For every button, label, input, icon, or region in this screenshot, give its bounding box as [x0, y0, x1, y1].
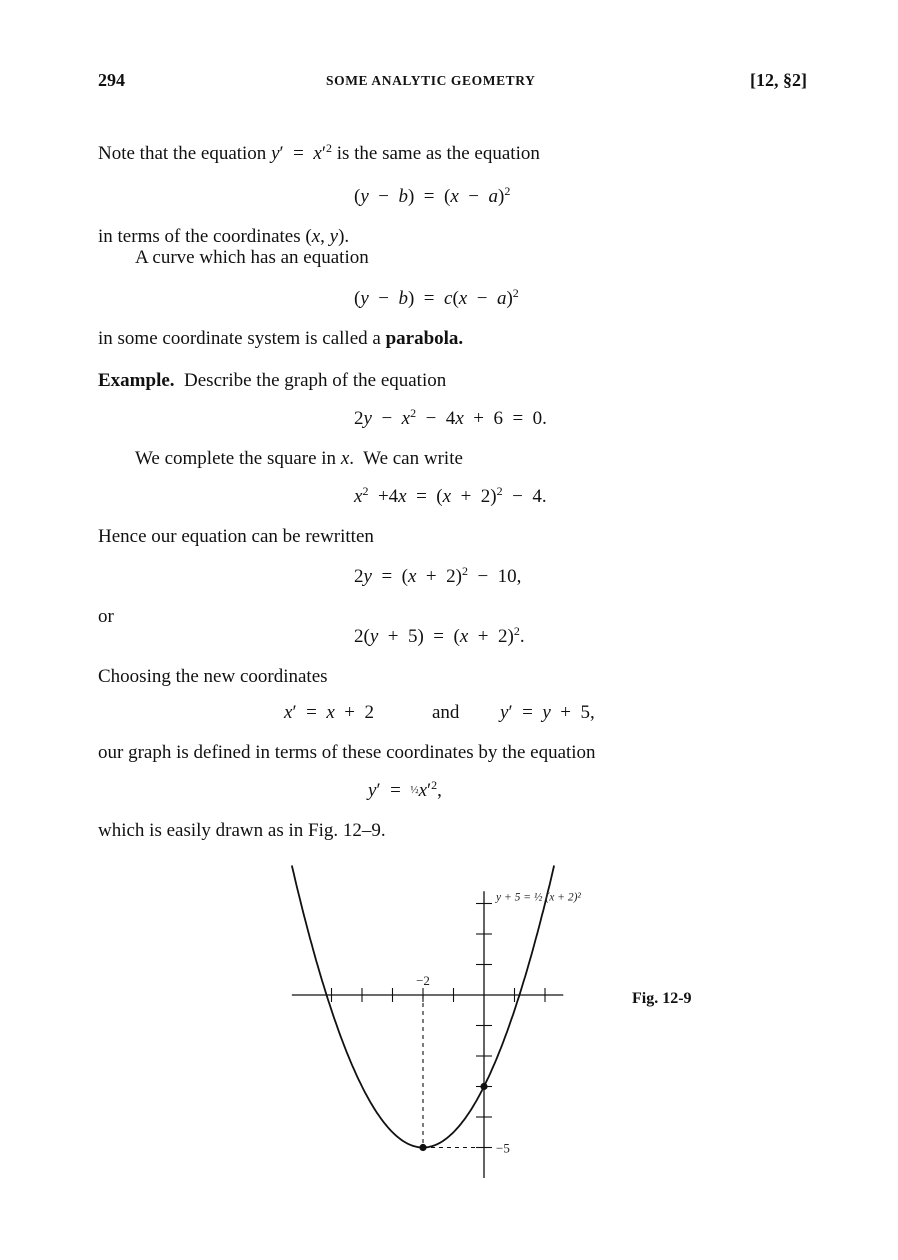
page-number: 294	[98, 70, 125, 90]
paragraph-coordinates: in terms of the coordinates (x, y).	[98, 226, 350, 247]
tick-label-minus-5: −5	[496, 1140, 510, 1156]
word-or: or	[98, 606, 114, 627]
example-label: Example.	[98, 370, 175, 391]
text-run: We complete the square in	[135, 448, 341, 469]
equation-substitution-x: x′ = x + 2	[284, 702, 374, 723]
equation-3: $2y - x^2 - 4x + 6 = 0$.	[354, 406, 547, 429]
marked-point	[419, 1144, 426, 1151]
text-run: in terms of the coordinates (	[98, 226, 312, 247]
section-reference: [12, §2]	[750, 70, 807, 90]
text-run: . We can write	[349, 448, 463, 469]
example-heading	[98, 370, 446, 392]
paragraph-parabola	[98, 328, 463, 350]
ticks	[332, 904, 546, 1148]
parabola-figure	[250, 860, 590, 1200]
paragraph-rewritten: Hence our equation can be rewritten	[98, 526, 374, 547]
marked-point	[480, 1083, 487, 1090]
text-run: Note that the equation	[98, 143, 272, 164]
paragraph-figure-ref: which is easily drawn as in Fig. 12–9.	[98, 820, 386, 841]
figure-caption: Fig. 12-9	[632, 990, 692, 1007]
equation-5: $2y = (x + 2)^2 - 10$,	[354, 564, 522, 587]
text-run: is the same as the equation	[331, 143, 540, 164]
term-parabola: parabola.	[385, 328, 464, 349]
paragraph-complete-square: We complete the square in x. We can write	[135, 448, 463, 469]
paragraph-curve: A curve which has an equation	[135, 247, 369, 268]
equation-2: $(y - b) = c(x - a)^2$	[354, 286, 519, 309]
word-and: and	[432, 702, 460, 723]
equation-substitution-y: y′ = y + 5,	[500, 702, 595, 723]
equation-4: $x^2 +4x = (x + 2)^2 - 4$.	[354, 484, 547, 507]
tick-label-minus-2: −2	[416, 973, 430, 988]
text-run: in some coordinate system is called a	[98, 328, 386, 349]
equation-6: $2(y + 5) = (x + 2)^2$.	[354, 624, 525, 647]
paragraph-defined: our graph is defined in terms of these coordinates by the equation	[98, 742, 596, 763]
text-run: ).	[338, 226, 350, 247]
curve-label: y + 5 = ½ (x + 2)²	[496, 891, 581, 904]
equation-7: $y' = \frac{1}{2}x'^2$,	[368, 778, 442, 801]
paragraph-note: Note that the equation $y' = x'^2$ is the same as the equation	[98, 141, 540, 164]
guide-dashes	[423, 995, 484, 1148]
axes	[292, 891, 563, 1178]
text-run: Describe the graph of the equation	[174, 370, 447, 391]
paragraph-new-coordinates: Choosing the new coordinates	[98, 666, 328, 687]
running-title: SOME ANALYTIC GEOMETRY	[326, 73, 536, 88]
equation-1: $(y - b) = (x - a)^2$	[354, 184, 511, 207]
